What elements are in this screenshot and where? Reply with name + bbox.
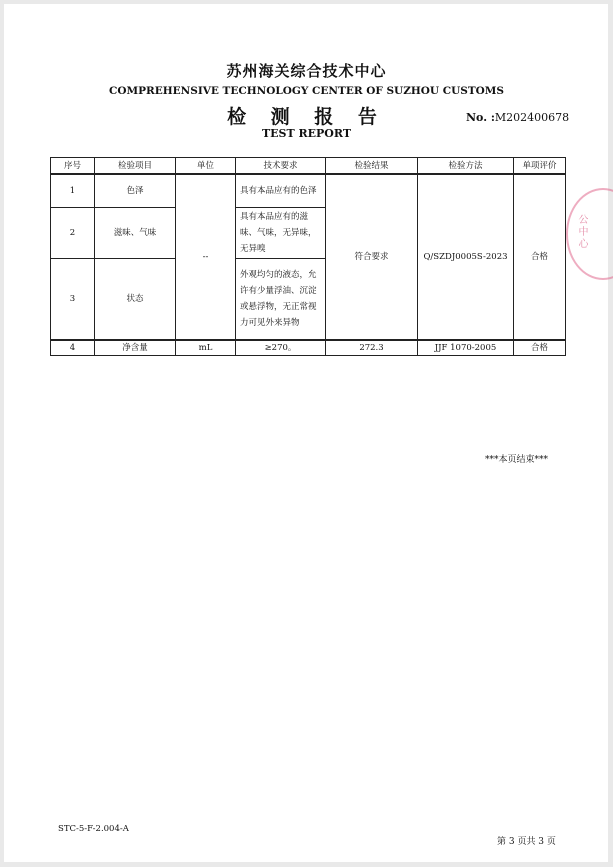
cell-requirement: ≥270。 (236, 340, 326, 356)
report-number (466, 111, 569, 124)
col-header-no: 序号 (51, 158, 95, 175)
cell-item: 色泽 (95, 174, 176, 207)
cell-requirement: 外观均匀的液态，允许有少量浮油、沉淀或悬浮物，无正常视力可见外来异物 (236, 258, 326, 340)
cell-unit-group: -- (176, 174, 236, 340)
report-number-value: M202400678 (494, 111, 570, 124)
cell-evaluation-group: 合格 (514, 174, 566, 340)
cell-method-group: Q/SZDJ0005S-2023 (418, 174, 514, 340)
report-title-cn: 检 测 报 告 (227, 106, 386, 128)
test-results-table (50, 157, 566, 356)
col-header-item: 检验项目 (95, 158, 176, 175)
cell-result-group: 符合要求 (326, 174, 418, 340)
org-title-cn: 苏州海关综合技术中心 (226, 62, 387, 80)
col-header-method: 检验方法 (418, 158, 514, 175)
cell-unit: mL (176, 340, 236, 356)
org-title-en: COMPREHENSIVE TECHNOLOGY CENTER OF SUZHOU CUSTOMS (108, 85, 505, 97)
cell-result: 272.3 (326, 340, 418, 356)
cell-item: 滋味、气味 (95, 207, 176, 258)
form-code: STC-5-F-2.004-A (58, 824, 129, 834)
cell-evaluation: 合格 (514, 340, 566, 356)
col-header-requirement: 技术要求 (236, 158, 326, 175)
cell-item: 净含量 (95, 340, 176, 356)
report-title-en: TEST REPORT (261, 127, 352, 140)
report-number-label: No. : (466, 111, 495, 124)
col-header-evaluation: 单项评价 (514, 158, 566, 175)
cell-requirement: 具有本品应有的色泽 (236, 174, 326, 207)
cell-item: 状态 (95, 258, 176, 340)
cell-method: JJF 1070-2005 (418, 340, 514, 356)
cell-no: 2 (51, 207, 95, 258)
cell-no: 1 (51, 174, 95, 207)
cell-no: 3 (51, 258, 95, 340)
col-header-result: 检验结果 (326, 158, 418, 175)
cell-no: 4 (51, 340, 95, 356)
table-header-row (51, 158, 566, 175)
page-number: 第 3 页共 3 页 (497, 837, 556, 847)
page-end-note: ***本页结束*** (485, 455, 549, 465)
seal-text: 公中心 (576, 214, 587, 250)
table-row (51, 340, 566, 356)
cell-requirement: 具有本品应有的滋味、气味，无异味，无异嗅 (236, 207, 326, 258)
col-header-unit: 单位 (176, 158, 236, 175)
table-row (51, 174, 566, 207)
